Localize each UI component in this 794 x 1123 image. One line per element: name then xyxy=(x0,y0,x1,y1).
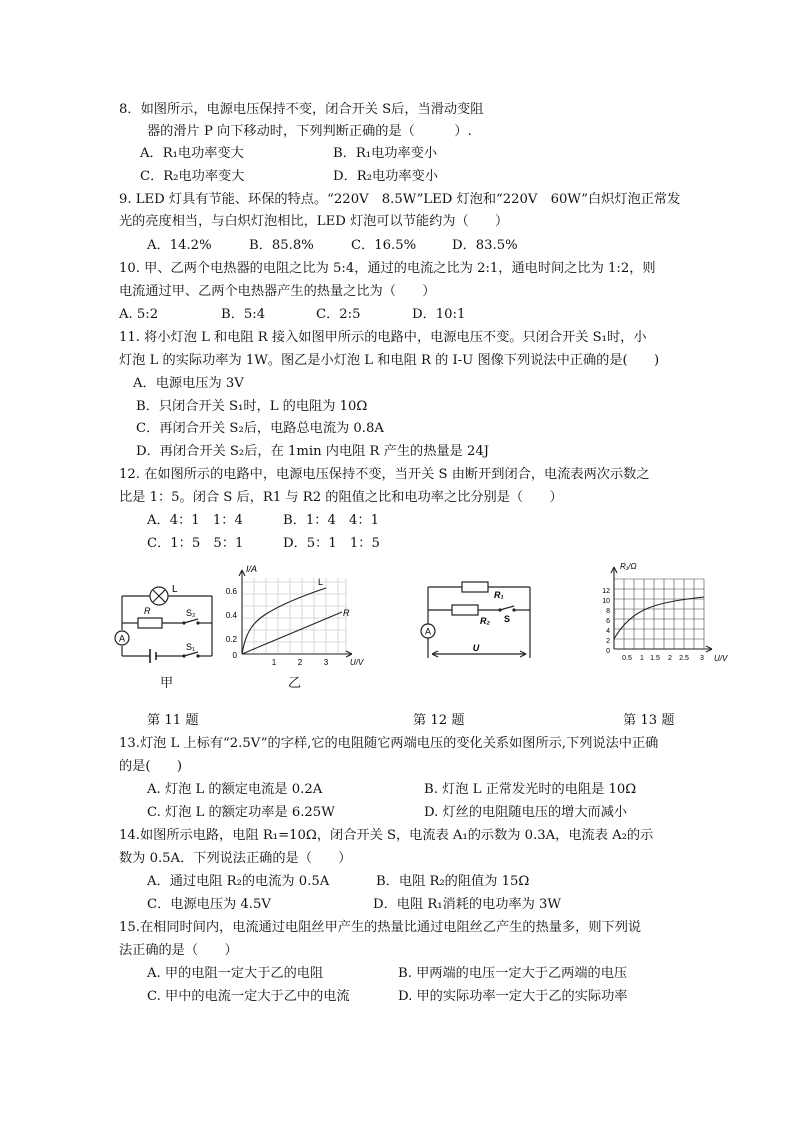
figure-11-yi-caption: 乙 xyxy=(288,676,302,691)
fig13-xtick-4: 2 xyxy=(668,655,672,662)
q11-option-d: D．再闭合开关 S₂后，在 1min 内电阻 R 产生的热量是 24J xyxy=(136,444,490,459)
q15-option-d: D. 甲的实际功率一定大于乙的实际功率 xyxy=(398,989,628,1004)
q14-stem-line1: 14.如图所示电路，电阻 R₁=10Ω，闭合开关 S，电流表 A₁的示数为 0.3A，电流表 A₂的示 xyxy=(119,828,654,843)
figure-11-iu-graph xyxy=(222,564,372,684)
caption-q11: 第 11 题 xyxy=(147,713,199,728)
q12-stem-line1: 12. 在如图所示的电路中，电源电压保持不变，当开关 S 由断开到闭合，电流表两次示数之 xyxy=(119,467,650,482)
fig13-xlabel: U/V xyxy=(714,654,728,663)
q13-option-a: A. 灯泡 L 的额定电流是 0.2A xyxy=(147,782,323,797)
figure-13-ru-graph xyxy=(598,561,738,669)
q9-option-a: A．14.2% xyxy=(147,238,212,253)
fig13-ytick-0: 0 xyxy=(606,648,610,655)
figure-12-circuit xyxy=(418,578,538,662)
q8-option-d: D．R₂电功率变小 xyxy=(333,169,438,184)
q14-option-d: D．电阻 R₁消耗的电功率为 3W xyxy=(373,897,561,912)
fig13-xtick-1: 0.5 xyxy=(622,655,632,662)
fig11a-ammeter-label: A xyxy=(118,633,126,644)
q13-option-c: C. 灯泡 L 的额定功率是 6.25W xyxy=(147,805,335,820)
fig11b-line-r-label: R xyxy=(343,608,350,618)
q14-stem-line2: 数为 0.5A．下列说法正确的是（ ） xyxy=(119,851,352,866)
fig13-xtick-3: 1.5 xyxy=(650,655,660,662)
q10-stem-line2: 电流通过甲、乙两个电热器产生的热量之比为（ ） xyxy=(119,284,436,299)
q8-option-c: C．R₂电功率变大 xyxy=(140,169,245,184)
q15-stem-line1: 15.在相同时间内，电流通过电阻丝甲产生的热量比通过电阻丝乙产生的热量多，则下列说 xyxy=(119,920,642,935)
q15-option-b: B. 甲两端的电压一定大于乙两端的电压 xyxy=(398,966,628,981)
fig11a-label-r: R xyxy=(144,606,151,616)
q11-option-c: C．再闭合开关 S₂后，电路总电流为 0.8A xyxy=(136,421,384,436)
q9-option-d: D．83.5% xyxy=(452,238,518,253)
fig13-ytick-2: 2 xyxy=(606,638,610,645)
fig12-ammeter-label: A xyxy=(424,626,432,637)
fig12-label-u: U xyxy=(472,643,480,653)
caption-q12: 第 12 题 xyxy=(413,713,465,728)
fig11b-ytick-4: 0 xyxy=(232,651,237,660)
q12-option-d: D．5：1 1：5 xyxy=(283,536,380,551)
q14-option-a: A．通过电阻 R₂的电流为 0.5A xyxy=(147,874,330,889)
fig11a-label-l: L xyxy=(172,584,178,595)
q14-option-b: B．电阻 R₂的阻值为 15Ω xyxy=(376,874,530,889)
fig11b-ytick-2: 0.4 xyxy=(225,611,237,620)
q10-stem-line1: 10. 甲、乙两个电热器的电阻之比为 5:4，通过的电流之比为 2:1，通电时间之比为 1:2，则 xyxy=(119,261,656,276)
q10-option-b: B．5:4 xyxy=(221,307,266,322)
q12-option-b: B．1：4 4：1 xyxy=(283,513,380,528)
q9-option-c: C．16.5% xyxy=(351,238,417,253)
fig13-ylabel: R₁/Ω xyxy=(620,562,637,571)
q8-stem-line1: 8．如图所示，电源电压保持不变，闭合开关 S后，当滑动变阻 xyxy=(119,102,484,117)
q15-option-c: C. 甲中的电流一定大于乙中的电流 xyxy=(147,989,350,1004)
q10-option-c: C．2:5 xyxy=(316,307,361,322)
q11-option-a: A．电源电压为 3V xyxy=(133,376,244,391)
fig11b-xtick-1: 1 xyxy=(271,658,277,667)
q8-option-a: A．R₁电功率变大 xyxy=(140,146,244,161)
figure-11-jia-caption: 甲 xyxy=(160,676,174,691)
q13-stem-line1: 13.灯泡 L 上标有“2.5V”的字样,它的电阻随它两端电压的变化关系如图所示,下列说法中正确 xyxy=(119,736,659,751)
fig11b-ytick-3: 0.2 xyxy=(225,635,237,644)
fig11b-ylabel: I/A xyxy=(246,564,258,574)
q13-option-d: D. 灯丝的电阻随电压的增大而减小 xyxy=(424,805,628,820)
q11-stem-line1: 11. 将小灯泡 L 和电阻 R 接入如图甲所示的电路中，电源电压不变。只闭合开关 S₁时，小 xyxy=(119,330,647,345)
r-u-curve xyxy=(614,597,704,639)
q12-option-c: C．1：5 5：1 xyxy=(147,536,244,551)
q8-stem-line2: 器的滑片 P 向下移动时，下列判断正确的是（ ）. xyxy=(147,124,472,139)
q11-stem-line2: 灯泡 L 的实际功率为 1W。图乙是小灯泡 L 和电阻 R 的 I-U 图像下列说法中正确的是( ) xyxy=(119,353,660,368)
q9-option-b: B．85.8% xyxy=(249,238,314,253)
q12-stem-line2: 比是 1：5。闭合 S 后，R1 与 R2 的阻值之比和电功率之比分别是（ ） xyxy=(119,490,563,505)
fig11b-xlabel: U/V xyxy=(350,658,364,667)
curve-l xyxy=(242,588,326,654)
fig13-ytick-8: 8 xyxy=(606,608,610,615)
q8-option-b: B．R₁电功率变小 xyxy=(333,146,438,161)
fig12-label-s: S xyxy=(504,614,511,624)
q15-stem-line2: 法正确的是（ ） xyxy=(119,943,238,958)
q9-stem-line1: 9. LED 灯具有节能、环保的特点。“220V 8.5W”LED 灯泡和“220V 60W”白炽灯泡正常发 xyxy=(119,192,681,207)
q12-option-a: A．4：1 1：4 xyxy=(147,513,243,528)
q11-option-b: B．只闭合开关 S₁时，L 的电阻为 10Ω xyxy=(136,399,368,414)
q15-option-a: A. 甲的电阻一定大于乙的电阻 xyxy=(147,966,324,981)
fig13-ytick-6: 6 xyxy=(606,618,610,625)
fig11b-xtick-3: 3 xyxy=(323,658,329,667)
fig13-ytick-10: 10 xyxy=(602,598,610,605)
fig12-label-r1: R₁ xyxy=(494,590,504,600)
fig11b-curve-l-label: L xyxy=(318,577,324,587)
fig12-label-r2: R₂ xyxy=(480,616,490,626)
fig13-ytick-12: 12 xyxy=(602,588,610,595)
fig11a-label-s1: S₁ xyxy=(186,642,196,652)
q10-option-d: D．10:1 xyxy=(412,307,466,322)
caption-q13: 第 13 题 xyxy=(623,713,675,728)
q13-option-b: B. 灯泡 L 正常发光时的电阻是 10Ω xyxy=(424,782,637,797)
fig13-xtick-6: 3 xyxy=(700,655,704,662)
q13-stem-line2: 的是( ) xyxy=(119,759,183,774)
q14-option-c: C．电源电压为 4.5V xyxy=(147,897,271,912)
fig11a-label-s2: S₂ xyxy=(186,608,196,618)
fig13-xtick-2: 1 xyxy=(640,655,644,662)
fig13-ytick-4: 4 xyxy=(606,628,610,635)
fig11b-xtick-2: 2 xyxy=(297,658,303,667)
q9-stem-line2: 光的亮度相当，与白炽灯泡相比，LED 灯泡可以节能约为（ ） xyxy=(119,214,509,229)
q10-option-a: A. 5:2 xyxy=(119,307,159,322)
fig11b-ytick-1: 0.6 xyxy=(225,587,237,596)
fig13-xtick-5: 2.5 xyxy=(679,655,689,662)
